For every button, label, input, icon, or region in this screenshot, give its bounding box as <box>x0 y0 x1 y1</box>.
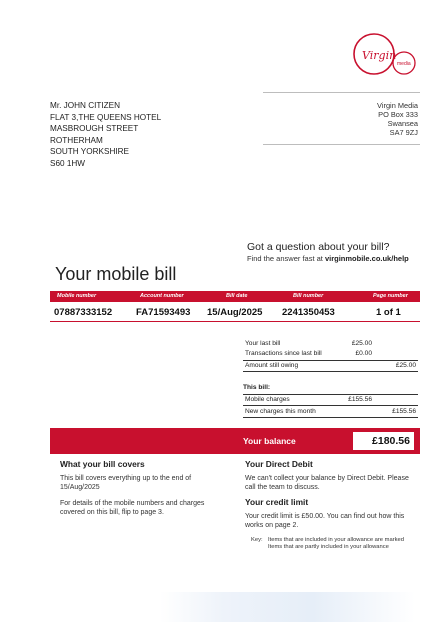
direct-debit-text: We can't collect your balance by Direct Debit. Please call the team to discuss. <box>245 475 409 492</box>
bill-date: 15/Aug/2025 <box>207 307 263 318</box>
balance-label: Your balance <box>243 436 296 446</box>
summary-rule <box>243 405 418 406</box>
header-account-number: Account number <box>140 293 184 299</box>
header-mobile-number: Mobile number <box>57 293 97 299</box>
balance-value: £180.56 <box>372 435 410 447</box>
credit-limit-text: Your credit limit is £50.00. You can find out how this works on page 2. <box>245 513 405 530</box>
address-line: SOUTH YORKSHIRE <box>50 147 130 157</box>
key-included: Items that are included in your allowance are marked <box>268 537 404 543</box>
company-address-line: Virgin Media <box>377 101 418 110</box>
account-table-row <box>50 303 420 322</box>
last-bill-value: £25.00 <box>351 340 372 347</box>
direct-debit-heading: Your Direct Debit <box>245 459 313 469</box>
bill-covers-heading: What your bill covers <box>60 459 145 469</box>
help-link[interactable]: virginmobile.co.uk/help <box>324 254 409 263</box>
mobile-charges-value: £155.56 <box>348 396 372 403</box>
last-bill-label: Your last bill <box>245 340 281 347</box>
address-line: Mr. JOHN CITIZEN <box>50 101 121 110</box>
help-find <box>247 254 409 263</box>
logo-wordmark: Virgin <box>362 49 397 62</box>
company-address <box>330 101 418 137</box>
company-address-line: SA7 9ZJ <box>389 128 418 137</box>
account-number: FA71593493 <box>136 307 191 318</box>
divider <box>263 144 420 145</box>
mobile-charges-label: Mobile charges <box>245 396 290 403</box>
page-number: 1 of 1 <box>376 307 401 318</box>
balance-box <box>352 431 415 451</box>
virgin-media-logo <box>352 30 418 78</box>
bill-covers-text: This bill covers everything up to the end of 15/Aug/2025 <box>60 475 192 492</box>
help-find-prefix: Find the answer fast at <box>247 254 325 263</box>
balance-bar <box>50 428 420 454</box>
still-owing-label: Amount still owing <box>245 362 299 369</box>
address-line: FLAT 3,THE QUEENS HOTEL <box>50 112 162 122</box>
header-bill-number: Bill number <box>293 293 324 299</box>
key-partly-included: Items that are partly included in your allowance <box>268 544 389 551</box>
company-address-line: PO Box 333 <box>378 110 418 119</box>
new-charges-value: £155.56 <box>392 408 416 415</box>
mobile-number: 07887333152 <box>54 307 113 318</box>
summary-rule <box>243 360 418 361</box>
key-legend <box>268 537 420 552</box>
summary-rule <box>243 417 418 418</box>
header-bill-date: Bill date <box>226 293 248 299</box>
customer-address <box>50 100 161 170</box>
summary-rule <box>243 371 418 372</box>
scan-artifact <box>160 592 415 622</box>
help-question: Got a question about your bill? <box>247 241 390 253</box>
divider <box>263 92 420 93</box>
new-charges-label: New charges this month <box>245 408 316 415</box>
address-line: S60 1HW <box>50 158 86 168</box>
logo-sub: media <box>397 61 411 67</box>
transactions-label: Transactions since last bill <box>245 350 322 357</box>
bill-number: 2241350453 <box>282 307 335 318</box>
address-line: ROTHERHAM <box>50 135 103 145</box>
address-line: MASBROUGH STREET <box>50 124 139 134</box>
transactions-value: £0.00 <box>355 350 372 357</box>
bill-covers-details: For details of the mobile numbers and charges covered on this bill, flip to page 3. <box>60 500 205 517</box>
page-title: Your mobile bill <box>55 264 177 284</box>
summary-rule <box>243 394 418 395</box>
company-address-line: Swansea <box>387 119 418 128</box>
key-label: Key: <box>251 537 263 543</box>
header-page-number: Page number <box>373 293 408 299</box>
account-table-header <box>50 291 420 302</box>
credit-limit-heading: Your credit limit <box>245 497 309 507</box>
still-owing-value: £25.00 <box>395 362 416 369</box>
this-bill-label: This bill: <box>243 384 271 391</box>
